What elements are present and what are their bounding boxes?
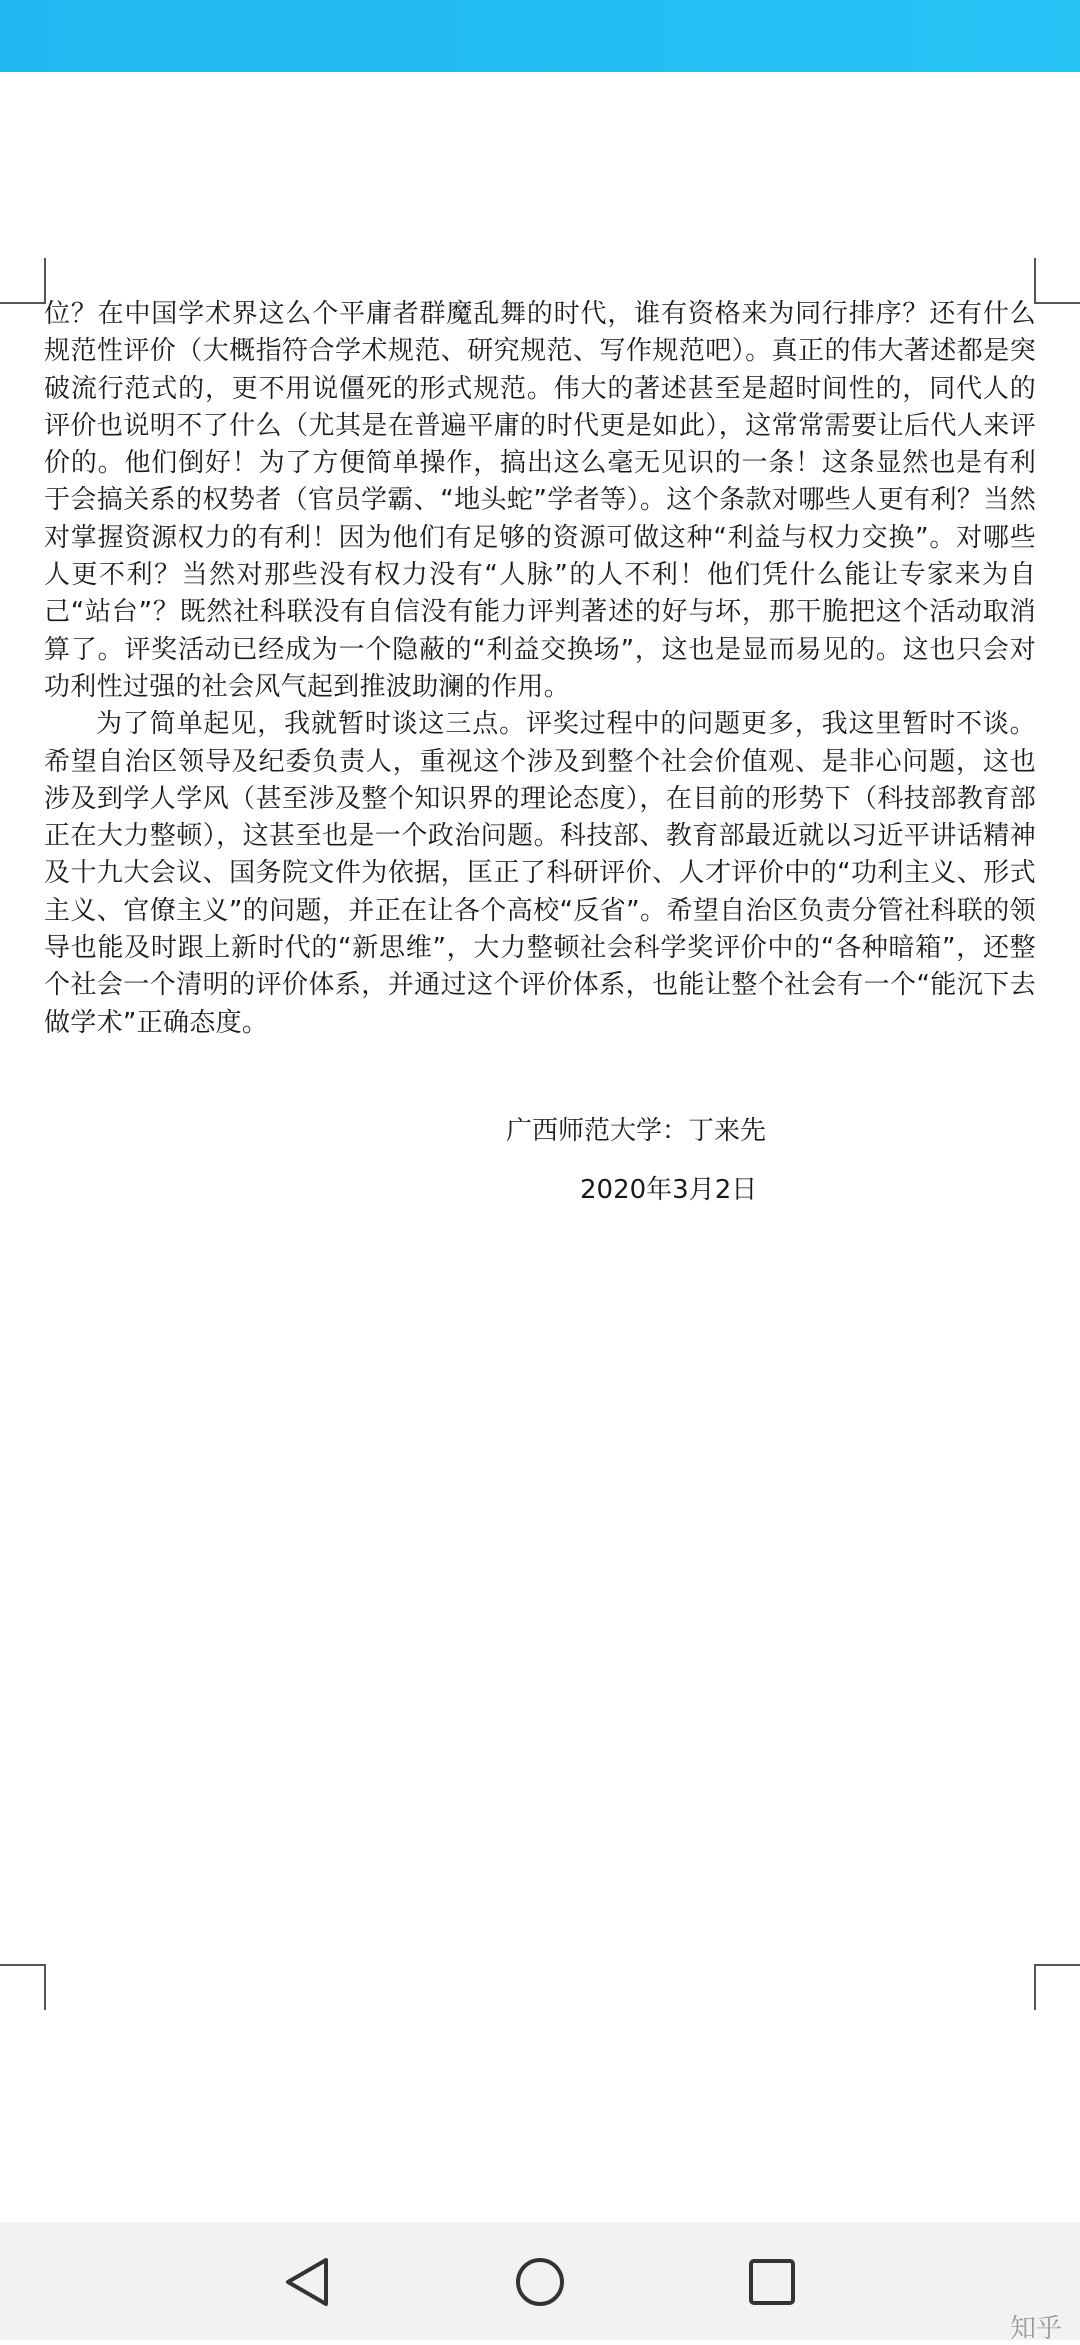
signature: 广西师范大学：丁来先 <box>506 1116 767 1146</box>
navigation-bar <box>0 2222 1080 2340</box>
square-recent-icon <box>742 2252 802 2312</box>
status-bar <box>0 0 1080 72</box>
paragraph-2: 为了简单起见，我就暂时谈这三点。评奖过程中的问题更多，我这里暂时不谈。希望自治区领导及纪委负责人，重视这个涉及到整个社会价值观、是非心问题，这也涉及到学人学风（甚至涉及整个知识界的理论态度），在目前的形势下（科技部教育部正在大力整顿），这甚至也是一个政治问题。科技部、教育部最近就以习近平讲话精神及十九大会议、国务院文件为依据，匡正了科研评价、人才评价中的“功利主义、形式主义、官僚主义”的问题，并正在让各个高校“反省”。希望自治区负责分管社科联的领导也能及时跟上新时代的“新思维”，大力整顿社会科学奖评价中的“各种暗箱”，还整个社会一个清明的评价体系，并通过这个评价体系，也能让整个社会有一个“能沉下去做学术”正确态度。 <box>44 709 1036 1038</box>
circle-home-icon <box>510 2252 570 2312</box>
crop-mark-bottom-right <box>1034 1964 1080 2010</box>
crop-mark-top-right <box>1034 258 1080 304</box>
recent-apps-button[interactable] <box>742 2252 802 2312</box>
document-body <box>44 296 1036 1042</box>
back-button[interactable] <box>278 2252 338 2312</box>
crop-mark-top-left <box>0 258 46 304</box>
home-button[interactable] <box>510 2252 570 2312</box>
zhihu-watermark: 知乎 <box>1009 2314 1062 2344</box>
signature-date: 2020年3月2日 <box>580 1175 758 1205</box>
paragraph-1: 位？在中国学术界这么个平庸者群魔乱舞的时代，谁有资格来为同行排序？还有什么规范性评价（大概指符合学术规范、研究规范、写作规范吧）。真正的伟大著述都是突破流行范式的，更不用说僵死的形式规范。伟大的著述甚至是超时间性的，同代人的评价也说明不了什么（尤其是在普遍平庸的时代更是如此），这常常需要让后代人来评价的。他们倒好！为了方便简单操作，搞出这么毫无见识的一条！这条显然也是有利于会搞关系的权势者（官员学霸、“地头蛇”学者等）。这个条款对哪些人更有利？当然对掌握资源权力的有利！因为他们有足够的资源可做这种“利益与权力交换”。对哪些人更不利？当然对那些没有权力没有“人脉”的人不利！他们凭什么能让专家来为自己“站台”？既然社科联没有自信没有能力评判著述的好与坏，那干脆把这个活动取消算了。评奖活动已经成为一个隐蔽的“利益交换场”，这也是显而易见的。这也只会对功利性过强的社会风气起到推波助澜的作用。 <box>44 299 1036 702</box>
crop-mark-bottom-left <box>0 1964 46 2010</box>
triangle-back-icon <box>278 2252 338 2312</box>
